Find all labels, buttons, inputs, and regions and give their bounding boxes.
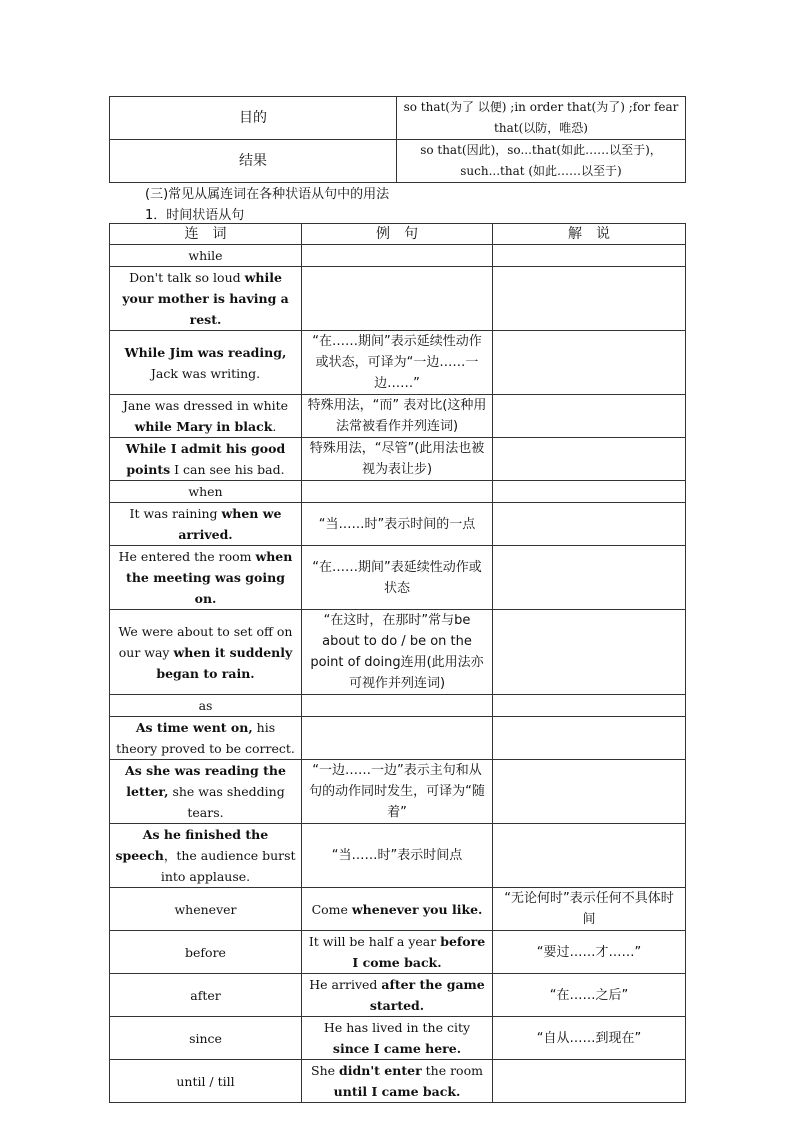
conjunction-cell: while — [110, 245, 302, 267]
table-row — [110, 974, 686, 1017]
example-cell: He has lived in the city since I came here. — [302, 1017, 493, 1060]
example-cell: It was raining when we arrived. — [110, 503, 302, 546]
example-cell: As time went on, his theory proved to be correct. — [110, 717, 302, 760]
conjunction-cell: after — [110, 974, 302, 1017]
explanation-cell: “在这时，在那时”常与be about to do / be on the point of doing连用(此用法亦可视作并列连词) — [302, 610, 493, 695]
example-cell: Come whenever you like. — [302, 888, 493, 931]
example-cell: He arrived after the game started. — [302, 974, 493, 1017]
example-cell: Jane was dressed in white while Mary in black. — [110, 395, 302, 438]
row-label: 结果 — [110, 140, 397, 183]
example-cell: He entered the room when the meeting was going on. — [110, 546, 302, 610]
table-header-row — [110, 224, 686, 245]
row-value: so that(为了 以便) ;in order that(为了) ;for fear that(以防，唯恐) — [397, 97, 686, 140]
explanation-cell: “在……期间”表延续性动作或状态 — [302, 546, 493, 610]
example-cell: As she was reading the letter, she was shedding tears. — [110, 760, 302, 824]
conjunction-cell: whenever — [110, 888, 302, 931]
example-cell: We were about to set off on our way when it suddenly began to rain. — [110, 610, 302, 695]
row-value: so that(因此)，so...that(如此……以至于)，such...that (如此……以至于) — [397, 140, 686, 183]
table-row — [110, 1017, 686, 1060]
table-row — [110, 610, 686, 695]
conjunction-cell: when — [110, 481, 302, 503]
table-row — [110, 267, 686, 331]
explanation-cell: “无论何时”表示任何不具体时间 — [493, 888, 686, 931]
time-clause-table — [109, 223, 686, 1103]
row-label: 目的 — [110, 97, 397, 140]
example-cell: While I admit his good points I can see his bad. — [110, 438, 302, 481]
explanation-cell: “一边……一边”表示主句和从句的动作同时发生，可译为“随着” — [302, 760, 493, 824]
subsection-heading: 1．时间状语从句 — [145, 208, 245, 223]
example-cell: As he finished the speech，the audience burst into applause. — [110, 824, 302, 888]
section-heading: (三)常见从属连词在各种状语从句中的用法 — [145, 187, 390, 202]
table-row — [110, 1060, 686, 1103]
purpose-result-table — [109, 96, 686, 183]
example-cell: It will be half a year before I come back. — [302, 931, 493, 974]
conjunction-cell: as — [110, 695, 302, 717]
explanation-cell: “要过……才……” — [493, 931, 686, 974]
conjunction-cell: since — [110, 1017, 302, 1060]
explanation-cell: “当……时”表示时间点 — [302, 824, 493, 888]
table-row — [110, 717, 686, 760]
table-row — [110, 97, 686, 140]
explanation-cell: 特殊用法，“尽管”(此用法也被视为表让步) — [302, 438, 493, 481]
table-row — [110, 888, 686, 931]
example-cell: She didn't enter the room until I came back. — [302, 1060, 493, 1103]
table-row — [110, 824, 686, 888]
example-cell: While Jim was reading, Jack was writing. — [110, 331, 302, 395]
column-header-conjunction: 连 词 — [110, 224, 302, 245]
column-header-explanation: 解 说 — [493, 224, 686, 245]
table-row — [110, 481, 686, 503]
table-row — [110, 438, 686, 481]
conjunction-cell: until / till — [110, 1060, 302, 1103]
table-row — [110, 931, 686, 974]
table-row — [110, 760, 686, 824]
table-row — [110, 695, 686, 717]
table-row — [110, 331, 686, 395]
conjunction-cell: before — [110, 931, 302, 974]
column-header-example: 例 句 — [302, 224, 493, 245]
explanation-cell: 特殊用法，“而” 表对比(这种用法常被看作并列连词) — [302, 395, 493, 438]
table-row — [110, 140, 686, 183]
table-row — [110, 395, 686, 438]
table-row — [110, 546, 686, 610]
explanation-cell: “在……之后” — [493, 974, 686, 1017]
explanation-cell: “自从……到现在” — [493, 1017, 686, 1060]
table-row — [110, 245, 686, 267]
table-row — [110, 503, 686, 546]
explanation-cell: “在……期间”表示延续性动作或状态，可译为“一边……一边……” — [302, 331, 493, 395]
explanation-cell: “当……时”表示时间的一点 — [302, 503, 493, 546]
example-cell: Don't talk so loud while your mother is having a rest. — [110, 267, 302, 331]
